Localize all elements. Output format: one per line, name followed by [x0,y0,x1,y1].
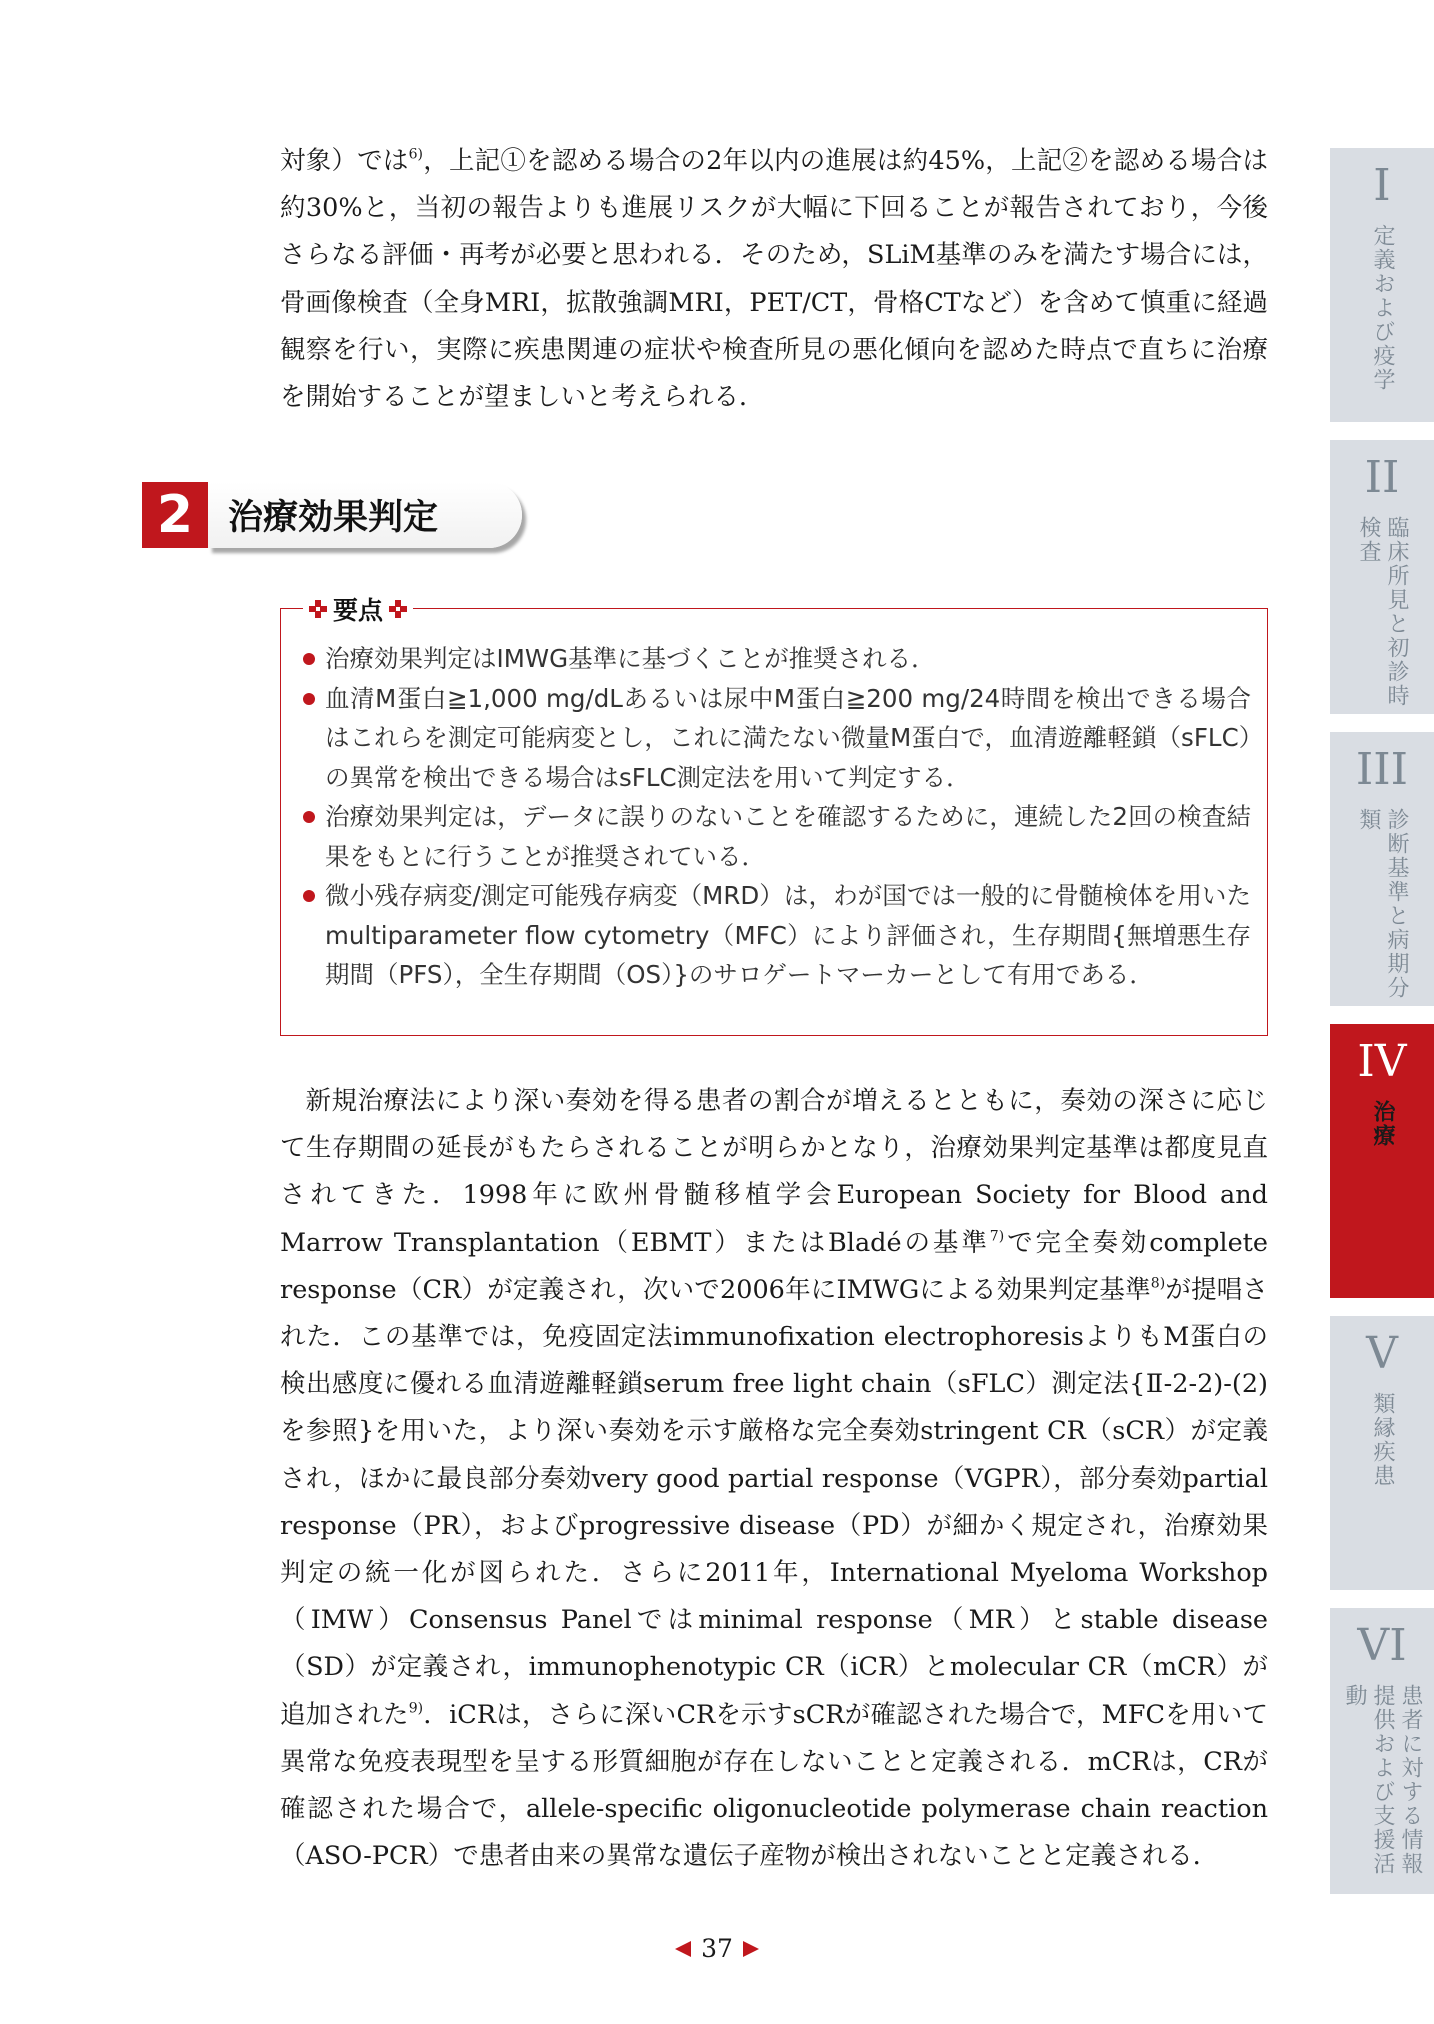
chapter-label: 患者に対する情報提供および支援活動 [1342,1684,1423,1876]
left-triangle-icon [675,1941,691,1957]
keypoint-text: 治療効果判定は，データに誤りのないことを確認するために，連続した2回の検査結果をもとに行うことが推奨されている． [325,802,1251,871]
chapter-tab-4[interactable] [1330,1024,1434,1298]
chapter-label: 類縁疾患 [1370,1392,1395,1488]
bullet-icon [303,811,315,823]
main-text-2: で完全奏効complete response（CR）が定義され，次いで2006年にIMWGによる効果判定基準 [280,1227,1268,1305]
chapter-label: 治療 [1370,1100,1395,1148]
main-text-1: 新規治療法により深い奏効を得る患者の割合が増えるとともに，奏効の深さに応じて生存期間の延長がもたらされることが明らかとなり，治療効果判定基準は都度見直されてきた．1998年に欧州骨髄移植学会European Society for Blood and Marrow Transplantation（EBMT）またはBladéの基準 [280,1086,1268,1258]
keypoints-title: 要点 [333,596,384,625]
main-text-3: が提唱された．この基準では，免疫固定法immunofixation electrophoresisよりもM蛋白の検出感度に優れる血清遊離軽鎖serum free light chain（sFLC）測定法{Ⅱ-2-2)-(2)を参照}を用いた，より深い奏効を示す厳格な完全奏効stringent CR（sCR）が定義され，ほかに最良部分奏効very good partial response（VGPR），部分奏効partial response（PR），およびprogressive disease（PD）が細かく規定され，治療効果判定の統一化が図られた．さらに2011年，International Myeloma Workshop（IMW）Consensus Panelではminimal response（MR）とstable disease（SD）が定義され，immunophenotypic CR（iCR）とmolecular CR（mCR）が追加された [280,1274,1268,1730]
chapter-tab-5[interactable] [1330,1316,1434,1590]
chapter-numeral: III [1355,744,1409,795]
intro-text-2: ，上記①を認める場合の2年以内の進展は約45%，上記②を認める場合は約30%と，当初の報告よりも進展リスクが大幅に下回ることが報告されており，今後さらなる評価・再考が必要と思われる．そのため，SLiM基準のみを満たす場合には，骨画像検査（全身MRI，拡散強調MRI，PET/CT，骨格CTなど）を含めて慎重に経過観察を行い，実際に疾患関連の症状や検査所見の悪化傾向を認めた時点で直ちに治療を開始することが望ましいと考えられる． [280,146,1268,413]
reference-marker: 7) [989,1228,1005,1245]
chapter-label: 定義および疫学 [1370,224,1395,392]
keypoints-box [280,596,1268,1036]
chapter-tab-1[interactable] [1330,148,1434,422]
chapter-numeral: V [1366,1328,1398,1379]
main-text-4: ．iCRは，さらに深いCRを示すsCRが確認された場合で，MFCを用いて異常な免疫表現型を呈する形質細胞が存在しないことと定義される．mCRは，CRが確認された場合で，allele-specific oligonucleotide polymerase chain reaction（ASO-PCR）で患者由来の異常な遺伝子産物が検出されないことと定義される． [280,1699,1268,1872]
keypoint-item [281,876,1251,995]
reference-marker: 8) [1150,1275,1166,1292]
reference-marker: 9) [408,1700,424,1717]
keypoint-text: 微小残存病変/測定可能残存病変（MRD）は，わが国では一般的に骨髄検体を用いたmultiparameter flow cytometry（MFC）により評価され，生存期間{無増悪生存期間（PFS），全生存期間（OS）}のサロゲートマーカーとして有用である． [325,881,1251,989]
chapter-tab-3[interactable] [1330,732,1434,1006]
chapter-label: 診断基準と病期分類 [1356,808,1409,1000]
cross-ornament-icon [389,600,407,618]
section-title: 治療効果判定 [208,482,522,548]
chapter-tab-2[interactable] [1330,440,1434,714]
main-paragraph-block [280,1078,1268,1880]
chapter-numeral: II [1364,452,1400,503]
section-heading [142,482,530,550]
intro-paragraph-block [280,138,1268,421]
right-triangle-icon [743,1941,759,1957]
section-number: 2 [142,482,208,548]
chapter-numeral: IV [1357,1036,1407,1087]
chapter-label: 臨床所見と初診時検査 [1356,516,1409,708]
bullet-icon [303,693,315,705]
reference-marker: 6) [408,146,423,163]
page-number-text: 37 [701,1934,733,1963]
chapter-numeral: I [1373,160,1391,211]
main-paragraph [280,1078,1268,1880]
bullet-icon [303,653,315,665]
keypoints-header [303,591,413,627]
keypoint-text: 血清M蛋白≧1,000 mg/dLあるいは尿中M蛋白≧200 mg/24時間を検出できる場合はこれらを測定可能病変とし，これに満たない微量M蛋白で，血清遊離軽鎖（sFLC）の異常を検出できる場合はsFLC測定法を用いて判定する． [325,683,1251,792]
intro-paragraph [280,138,1268,421]
page-number [0,1934,1434,1963]
keypoint-item [281,797,1251,876]
keypoints-list [281,609,1267,995]
cross-ornament-icon [309,600,327,618]
bullet-icon [303,890,315,902]
keypoint-item [281,679,1251,798]
chapter-tab-6[interactable] [1330,1608,1434,1894]
keypoint-item [281,639,1251,679]
intro-text-1: 対象）では [280,146,409,176]
keypoint-text: 治療効果判定はIMWG基準に基づくことが推奨される． [325,644,936,673]
chapter-numeral: VI [1357,1620,1407,1671]
